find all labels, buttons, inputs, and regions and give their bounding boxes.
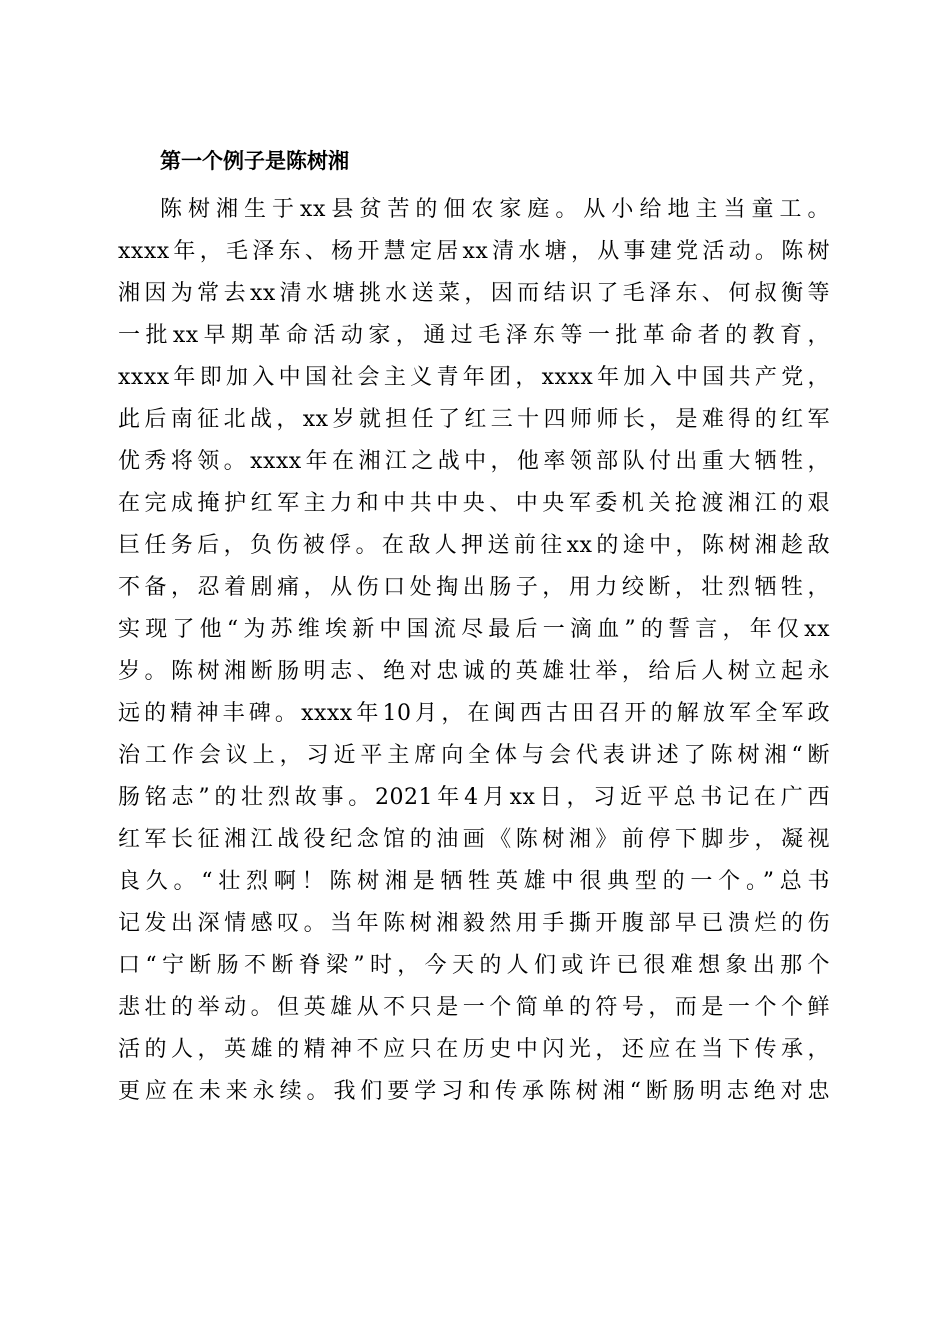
body-paragraph	[118, 194, 830, 1118]
paragraph-line: 红军长征湘江战役纪念馆的油画《陈树湘》前停下脚步，凝视	[118, 827, 830, 852]
paragraph-line: 不备，忍着剧痛，从伤口处掏出肠子，用力绞断，壮烈牺牲，	[118, 575, 830, 600]
section-heading: 第一个例子是陈树湘	[160, 148, 349, 173]
paragraph-line: 良久。“壮烈啊！陈树湘是牺牲英雄中很典型的一个。”总书	[118, 869, 830, 894]
paragraph-line: 在完成掩护红军主力和中共中央、中央军委机关抢渡湘江的艰	[118, 491, 830, 516]
paragraph-line: 更应在未来永续。我们要学习和传承陈树湘“断肠明志绝对忠	[118, 1079, 830, 1104]
paragraph-line: 陈树湘生于xx县贫苦的佃农家庭。从小给地主当童工。	[160, 197, 830, 222]
paragraph-line: xxxx年，毛泽东、杨开慧定居xx清水塘，从事建党活动。陈树	[118, 239, 830, 264]
paragraph-line: 口“宁断肠不断脊梁”时，今天的人们或许已很难想象出那个	[118, 953, 830, 978]
paragraph-line: xxxx年即加入中国社会主义青年团，xxxx年加入中国共产党，	[118, 365, 830, 390]
paragraph-line: 湘因为常去xx清水塘挑水送菜，因而结识了毛泽东、何叔衡等	[118, 281, 830, 306]
paragraph-line: 悲壮的举动。但英雄从不只是一个简单的符号，而是一个个鲜	[118, 995, 830, 1020]
paragraph-line: 岁。陈树湘断肠明志、绝对忠诚的英雄壮举，给后人树立起永	[118, 659, 830, 684]
paragraph-line: 巨任务后，负伤被俘。在敌人押送前往xx的途中，陈树湘趁敌	[118, 533, 830, 558]
paragraph-line: 记发出深情感叹。当年陈树湘毅然用手撕开腹部早已溃烂的伤	[118, 911, 830, 936]
paragraph-line: 此后南征北战，xx岁就担任了红三十四师师长，是难得的红军	[118, 407, 830, 432]
paragraph-line: 一批xx早期革命活动家，通过毛泽东等一批革命者的教育，	[118, 323, 830, 348]
paragraph-line: 优秀将领。xxxx年在湘江之战中，他率领部队付出重大牺牲，	[118, 449, 830, 474]
paragraph-line: 实现了他“为苏维埃新中国流尽最后一滴血”的誓言，年仅xx	[118, 617, 830, 642]
paragraph-line: 治工作会议上，习近平主席向全体与会代表讲述了陈树湘“断	[118, 743, 830, 768]
paragraph-line: 活的人，英雄的精神不应只在历史中闪光，还应在当下传承，	[118, 1037, 830, 1062]
paragraph-line: 远的精神丰碑。xxxx年10月，在闽西古田召开的解放军全军政	[118, 701, 830, 726]
paragraph-line: 肠铭志”的壮烈故事。2021年4月xx日，习近平总书记在广西	[118, 785, 830, 810]
